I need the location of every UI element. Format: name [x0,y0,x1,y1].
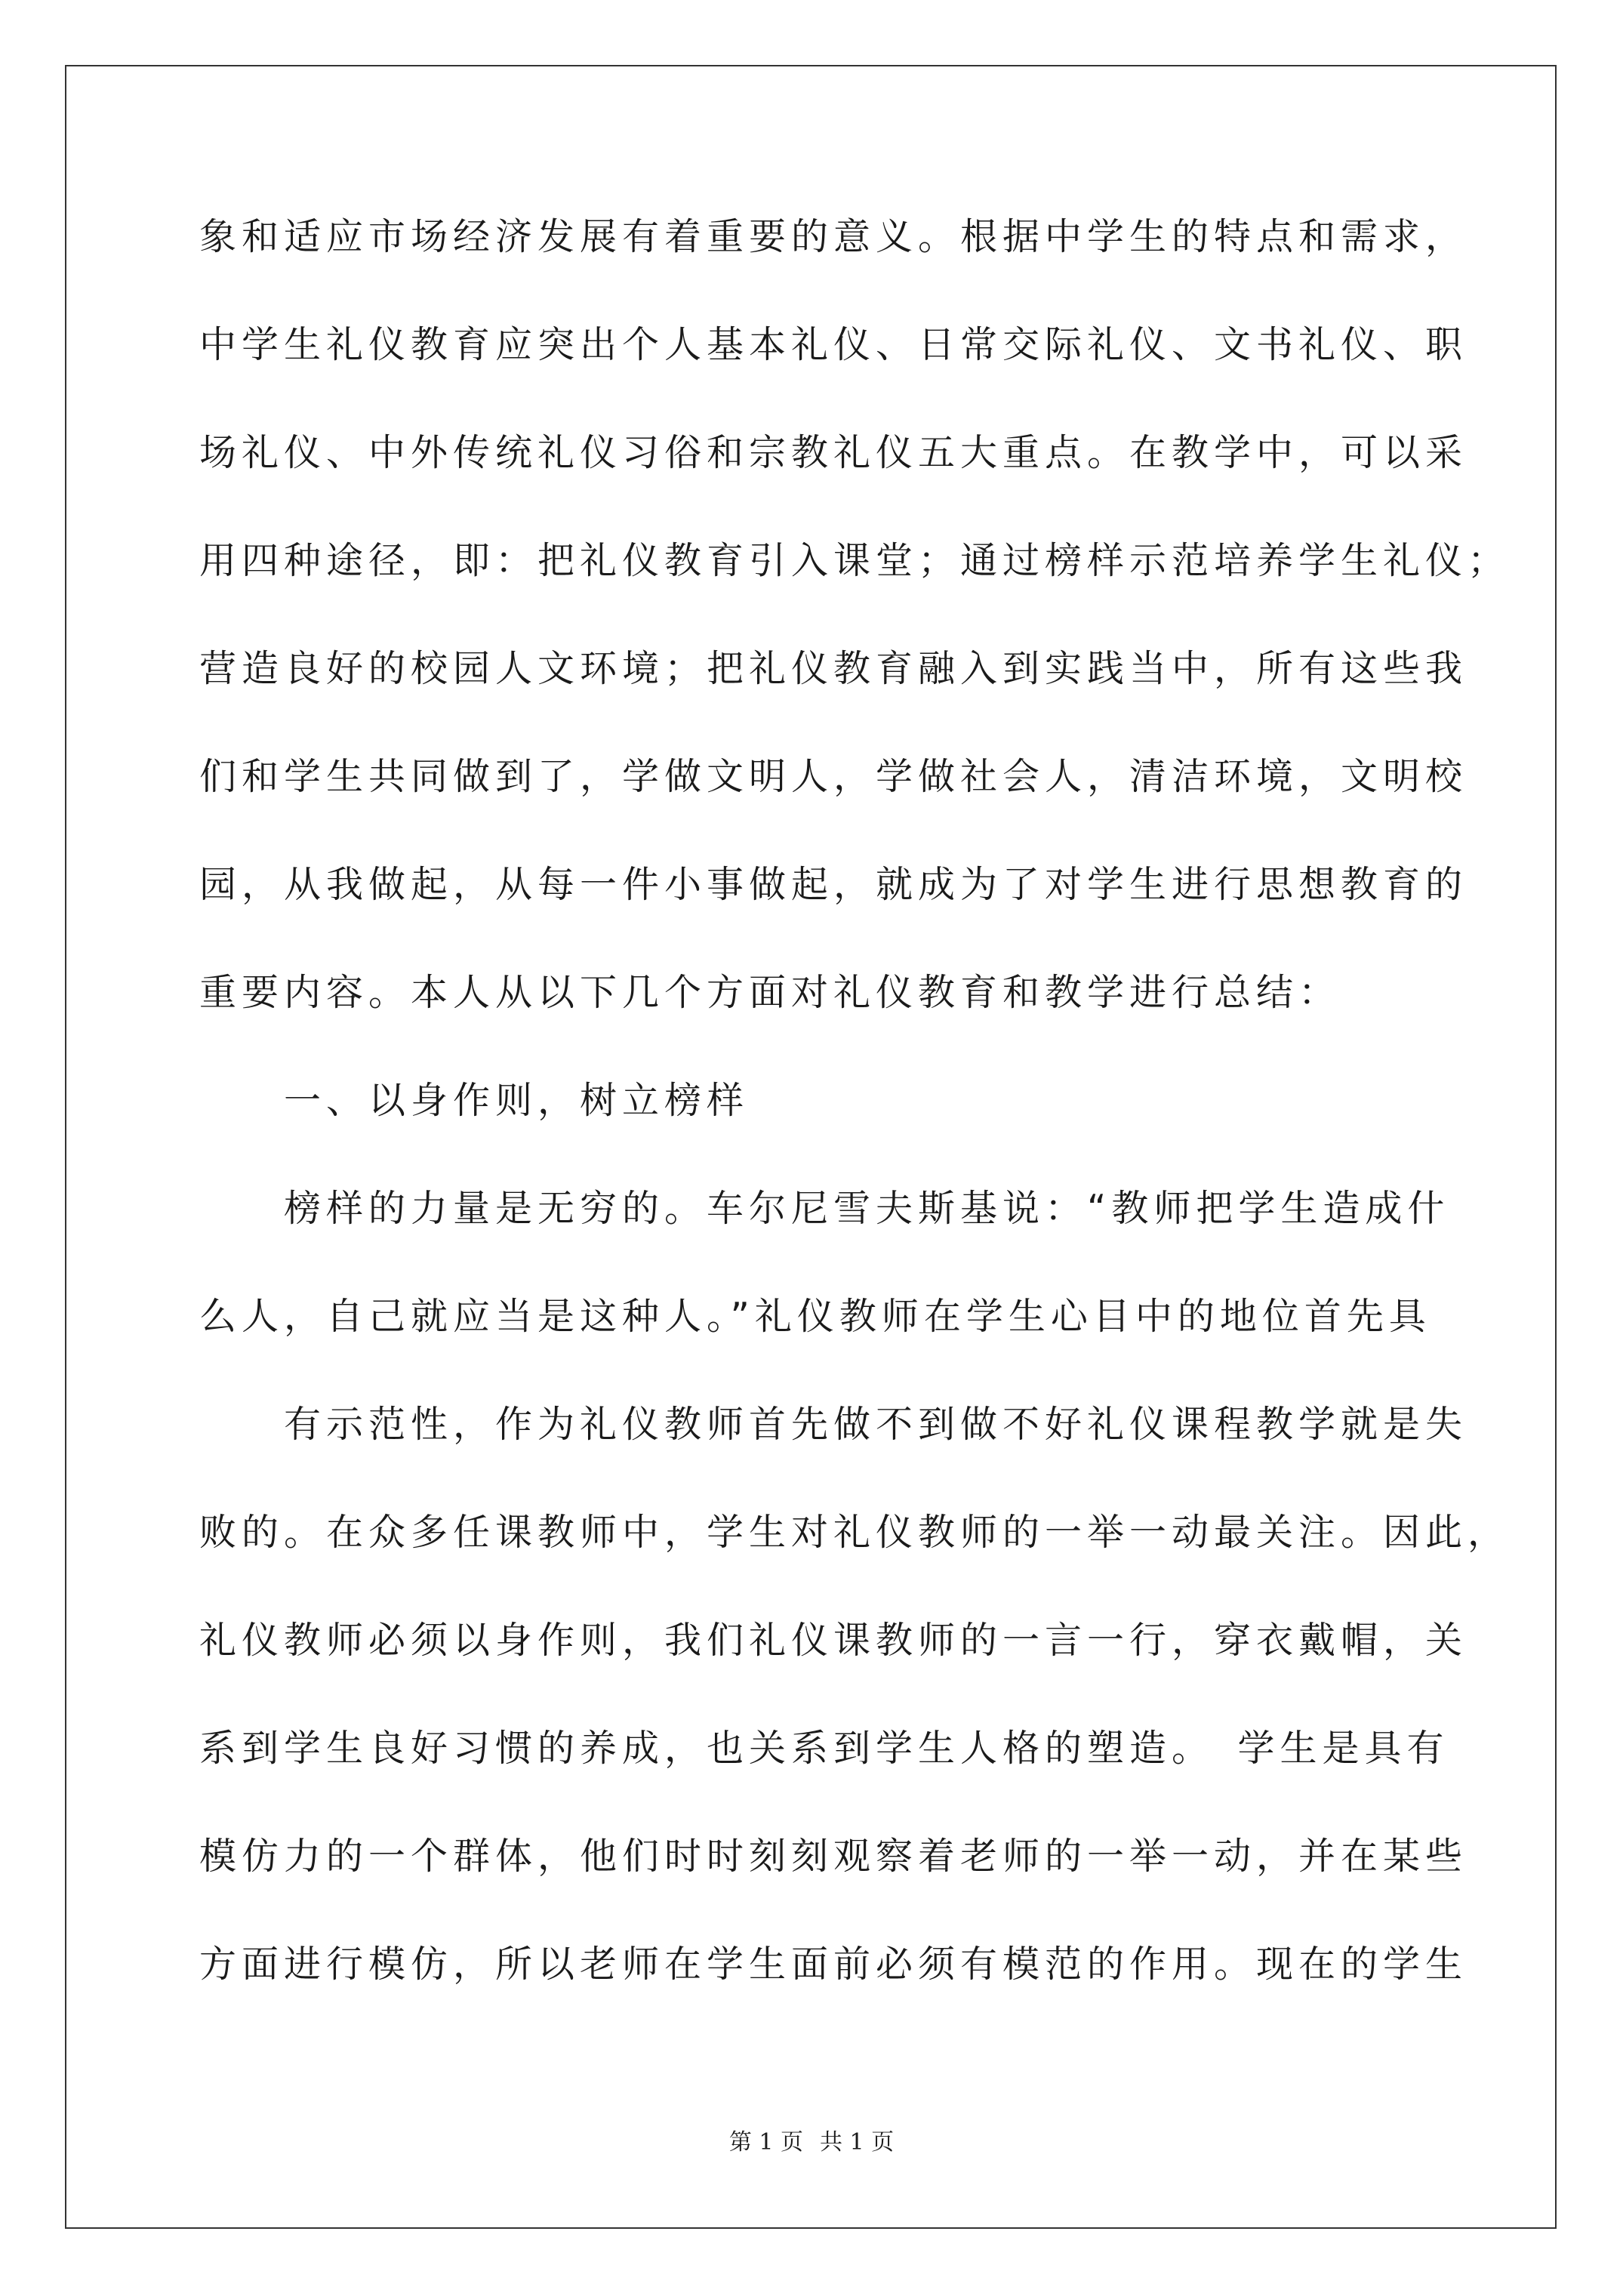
text-line-16: 模仿力的一个群体，他们时时刻刻观察着老师的一举一动，并在某些 [199,1835,1468,1878]
text-line-6: 们和学生共同做到了，学做文明人，学做社会人，清洁环境，文明校 [199,755,1468,798]
text-line-1: 象和适应市场经济发展有着重要的意义。根据中学生的特点和需求， [199,215,1468,258]
text-line-15: 系到学生良好习惯的养成，也关系到学生人格的塑造。 学生是具有 [199,1727,1449,1770]
page-number: 第 1 页 [728,2129,803,2156]
text-line-12: 有示范性，作为礼仪教师首先做不到做不好礼仪课程教学就是失 [284,1403,1468,1446]
text-line-8: 重要内容。本人从以下几个方面对礼仪教育和教学进行总结： [199,971,1341,1014]
text-line-14: 礼仪教师必须以身作则，我们礼仪课教师的一言一行，穿衣戴帽，关 [199,1619,1468,1662]
section-heading: 一、以身作则，树立榜样 [284,1079,750,1122]
document-body [199,183,1511,2018]
text-line-13: 败的。在众多任课教师中，学生对礼仪教师的一举一动最关注。因此， [199,1511,1511,1554]
text-line-10: 榜样的力量是无穷的。车尔尼雪夫斯基说：“教师把学生造成什 [284,1187,1450,1230]
text-line-5: 营造良好的校园人文环境；把礼仪教育融入到实践当中，所有这些我 [199,647,1468,690]
text-line-17: 方面进行模仿，所以老师在学生面前必须有模范的作用。现在的学生 [199,1943,1468,1986]
page-footer [0,2128,1623,2158]
page-total: 共 1 页 [820,2129,895,2156]
text-line-2: 中学生礼仪教育应突出个人基本礼仪、日常交际礼仪、文书礼仪、职 [199,323,1468,366]
text-line-4: 用四种途径，即：把礼仪教育引入课堂；通过榜样示范培养学生礼仪； [199,539,1511,582]
text-line-11: 么人，自己就应当是这种人。”礼仪教师在学生心目中的地位首先具 [199,1295,1431,1338]
text-line-3: 场礼仪、中外传统礼仪习俗和宗教礼仪五大重点。在教学中，可以采 [199,431,1468,474]
text-line-7: 园，从我做起，从每一件小事做起，就成为了对学生进行思想教育的 [199,863,1468,906]
